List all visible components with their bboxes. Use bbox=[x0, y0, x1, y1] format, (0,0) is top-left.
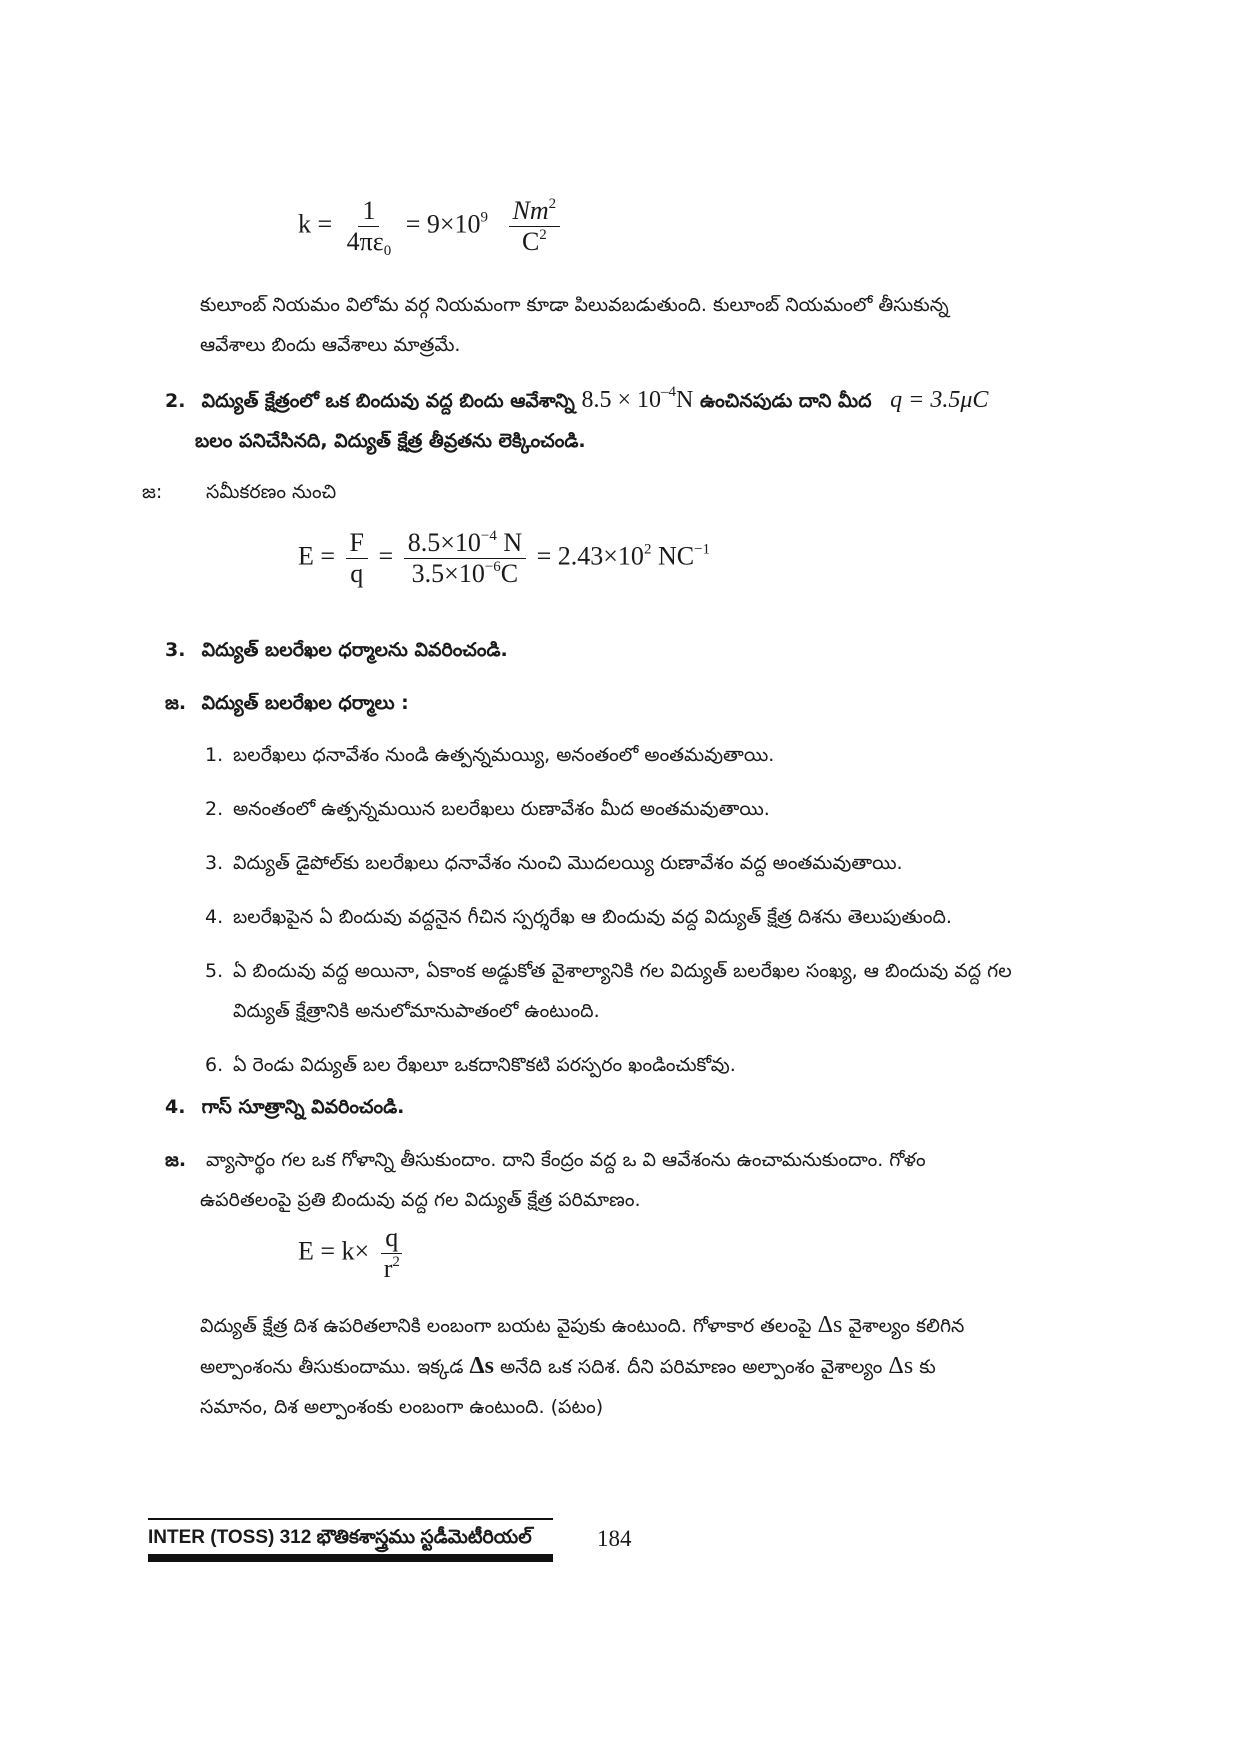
paragraph-final-line-1 bbox=[200, 1305, 1095, 1346]
answer-2-text: సమీకరణం నుంచి bbox=[206, 481, 337, 503]
question-2-value-exp: –4 bbox=[661, 384, 677, 400]
page-number: 184 bbox=[597, 1526, 632, 1551]
fraction-k-num: 1 bbox=[358, 196, 379, 227]
fraction-gauss-den-sup: 2 bbox=[392, 1254, 400, 1270]
formula-k-eq: = 9×10 bbox=[405, 209, 481, 239]
answer-4-text-1: వ్యాసార్థం గల ఒక గోళాన్ని తీసుకుందాం. దాని కేంద్రం వద్ద ఒ వి ఆవేశంను ఉంచామనుకుందాం. గోళం bbox=[206, 1149, 926, 1171]
question-2-number: 2. bbox=[165, 390, 186, 412]
fraction-values-den bbox=[408, 559, 522, 589]
paragraph-final-text-1a: విద్యుత్ క్షేత్ర దిశ ఉపరితలానికి లంబంగా బయట వైపుకు ఉంటుంది. గోళాకార తలంపై bbox=[200, 1315, 812, 1337]
paragraph-coulomb bbox=[200, 285, 1090, 365]
list-item-text: అనంతంలో ఉత్పన్నమయిన బలరేఖలు రుణావేశం మీద అంతమవుతాయి. bbox=[233, 798, 770, 820]
answer-4 bbox=[165, 1140, 1095, 1220]
question-3-number: 3. bbox=[165, 639, 186, 661]
question-2-line-1 bbox=[165, 380, 1095, 421]
list-item-text: ఏ బిందువు వద్ద అయినా, ఏకాంక అడ్డుకోత వైశాల్యానికి గల విద్యుత్ బలరేఖల సంఖ్య, ఆ బిందువు వద్ద గల bbox=[233, 960, 1012, 982]
footer-rule-thick bbox=[148, 1554, 553, 1562]
list-item-text: బలరేఖపైన ఏ బిందువు వద్దనైన గీచిన స్పర్శరేఖ ఆ బిందువు వద్ద విద్యుత్ క్షేత్ర దిశను తెలుపుతుంది. bbox=[233, 906, 952, 928]
formula-e-result-exp: 2 bbox=[643, 541, 652, 558]
list-item bbox=[205, 897, 1095, 937]
formula-e-result: = 2.43×10 bbox=[536, 541, 644, 571]
fraction-gauss-den-text: r bbox=[383, 1254, 393, 1283]
list-item bbox=[205, 1045, 1095, 1085]
answer-3-label: జ. bbox=[165, 692, 187, 714]
fraction-gauss-num: q bbox=[381, 1223, 402, 1254]
formula-field-sphere bbox=[298, 1223, 408, 1284]
fraction-f-num: F bbox=[346, 528, 368, 559]
values-den-text: 3.5×10 bbox=[411, 559, 485, 588]
paragraph-final-line-3: సమానం, దిశ అల్పాంశంకు లంబంగా ఉంటుంది. (పటం) bbox=[200, 1396, 604, 1418]
fraction-k-den-sub: 0 bbox=[383, 243, 392, 259]
formula-gauss-lhs: E = k× bbox=[298, 1236, 370, 1266]
fraction-k-den bbox=[343, 227, 396, 257]
paragraph-coulomb-line-2: ఆవేశాలు బిందు ఆవేశాలు మాత్రమే. bbox=[200, 334, 461, 356]
unit-num-sup: 2 bbox=[548, 196, 557, 212]
fraction-gauss-den bbox=[380, 1254, 404, 1284]
unit-num-text: Nm bbox=[512, 196, 549, 225]
paragraph-final-text-1b: వైశాల్యం కలిగిన bbox=[848, 1315, 965, 1337]
list-item bbox=[205, 789, 1095, 829]
unit-den-sup: 2 bbox=[539, 227, 547, 243]
list-item-text: బలరేఖలు ధనావేశం నుండి ఉత్పన్నమయ్యి, అనంతంలో అంతమవుతాయి. bbox=[233, 744, 775, 766]
paragraph-surface-element bbox=[200, 1305, 1095, 1427]
values-den-exp: −6 bbox=[484, 559, 501, 575]
answer-2-label: జ: bbox=[142, 481, 163, 503]
formula-coulomb-constant bbox=[298, 196, 564, 257]
paragraph-final-text-2a: అల్పాంశంను తీసుకుందాము. ఇక్కడ bbox=[200, 1356, 464, 1378]
delta-s-magnitude-symbol: Δs bbox=[888, 1353, 914, 1379]
list-item bbox=[205, 951, 1095, 1031]
paragraph-coulomb-line-1: కులూంబ్ నియమం విలోమ వర్గ నియమంగా కూడా పిలువబడుతుంది. కులూంబ్ నియమంలో తీసుకున్న bbox=[200, 294, 949, 316]
list-item-number: 2. bbox=[205, 798, 224, 820]
question-4-text: గాస్ సూత్రాన్ని వివరించండి. bbox=[201, 1096, 405, 1118]
fraction-q-over-r2 bbox=[380, 1223, 404, 1284]
question-2-text-b: ఉంచినపుడు దాని మీద bbox=[700, 390, 872, 412]
question-3-text: విద్యుత్ బలరేఖల ధర్మాలను వివరించండి. bbox=[201, 639, 508, 661]
delta-s-symbol: Δs bbox=[817, 1312, 843, 1338]
properties-list bbox=[205, 735, 1095, 1085]
formula-electric-field bbox=[298, 528, 710, 589]
fraction-values bbox=[404, 528, 526, 589]
list-item-number: 3. bbox=[205, 852, 224, 874]
answer-4-label: జ. bbox=[165, 1149, 187, 1171]
list-item-text: విద్యుత్ డైపోల్‌కు బలరేఖలు ధనావేశం నుంచి మొదలయ్యి రుణావేశం వద్ద అంతమవుతాయి. bbox=[233, 852, 903, 874]
list-item-number: 4. bbox=[205, 906, 224, 928]
question-2-value-unit: N bbox=[676, 387, 694, 413]
question-2-line-2: బలం పనిచేసినది, విద్యుత్ క్షేత్ర తీవ్రతను లెక్కించండి. bbox=[195, 430, 586, 452]
question-2-value-text: 8.5 × 10 bbox=[581, 387, 662, 413]
list-item-text-continued: విద్యుత్ క్షేత్రానికి అనులోమానుపాతంలో ఉంటుంది. bbox=[233, 1000, 600, 1022]
footer-rule-thin bbox=[148, 1518, 553, 1520]
fraction-k-unit-den bbox=[518, 227, 551, 257]
formula-e-eq1: = bbox=[378, 541, 394, 571]
question-4-number: 4. bbox=[165, 1096, 186, 1118]
list-item-text: ఏ రెండు విద్యుత్ బల రేఖలూ ఒకదానికొకటి పరస్పరం ఖండించుకోవు. bbox=[233, 1054, 736, 1076]
question-2-text-a: విద్యుత్ క్షేత్రంలో ఒక బిందువు వద్ద బిందు ఆవేశాన్ని bbox=[201, 390, 575, 412]
fraction-q-den: q bbox=[350, 559, 364, 588]
formula-e-result-unit-exp: −1 bbox=[694, 541, 711, 558]
values-num-text: 8.5×10 bbox=[407, 528, 481, 557]
paragraph-final-text-2c: కు bbox=[919, 1356, 936, 1378]
values-den-unit: C bbox=[500, 559, 519, 588]
question-2 bbox=[165, 380, 1095, 461]
question-3 bbox=[165, 630, 1065, 670]
fraction-k-unit bbox=[509, 196, 561, 257]
list-item-number: 1. bbox=[205, 744, 224, 766]
answer-4-text-2: ఉపరితలంపై ప్రతి బిందువు వద్ద గల విద్యుత్ క్షేత్ర పరిమాణం. bbox=[200, 1189, 641, 1211]
question-2-charge: q = 3.5μC bbox=[890, 387, 989, 413]
answer-2 bbox=[142, 472, 1042, 512]
fraction-k-den-text: 4πε bbox=[346, 227, 384, 256]
answer-3 bbox=[165, 683, 1065, 723]
list-item bbox=[205, 843, 1095, 883]
list-item-number: 5. bbox=[205, 960, 224, 982]
paragraph-final-text-2b: అనేది ఒక సదిశ. దీని పరిమాణం అల్పాంశం వైశాల్యం bbox=[499, 1356, 883, 1378]
delta-s-vector-symbol: Δs bbox=[469, 1353, 494, 1379]
answer-3-text: విద్యుత్ బలరేఖల ధర్మాలు : bbox=[201, 692, 409, 714]
formula-k-lhs: k = bbox=[298, 209, 333, 239]
list-item bbox=[205, 735, 1095, 775]
footer-title: INTER (TOSS) 312 భౌతికశాస్త్రము స్టడీమెటీరియల్ bbox=[148, 1527, 532, 1548]
question-4 bbox=[165, 1087, 1065, 1127]
formula-e-lhs: E = bbox=[298, 541, 336, 571]
fraction-k-unit-num bbox=[509, 196, 561, 227]
question-2-value bbox=[581, 384, 694, 413]
paragraph-final-line-2 bbox=[200, 1346, 1095, 1387]
unit-den-text: C bbox=[521, 227, 540, 256]
list-item-number: 6. bbox=[205, 1054, 224, 1076]
values-num-unit: N bbox=[496, 528, 523, 557]
fraction-f-over-q bbox=[346, 528, 368, 589]
answer-4-line-1 bbox=[165, 1140, 1095, 1180]
formula-k-exp: 9 bbox=[480, 209, 489, 226]
fraction-values-num bbox=[404, 528, 526, 559]
formula-e-result-unit: NC bbox=[651, 541, 695, 571]
fraction-k bbox=[343, 196, 396, 257]
values-num-exp: −4 bbox=[480, 528, 497, 544]
